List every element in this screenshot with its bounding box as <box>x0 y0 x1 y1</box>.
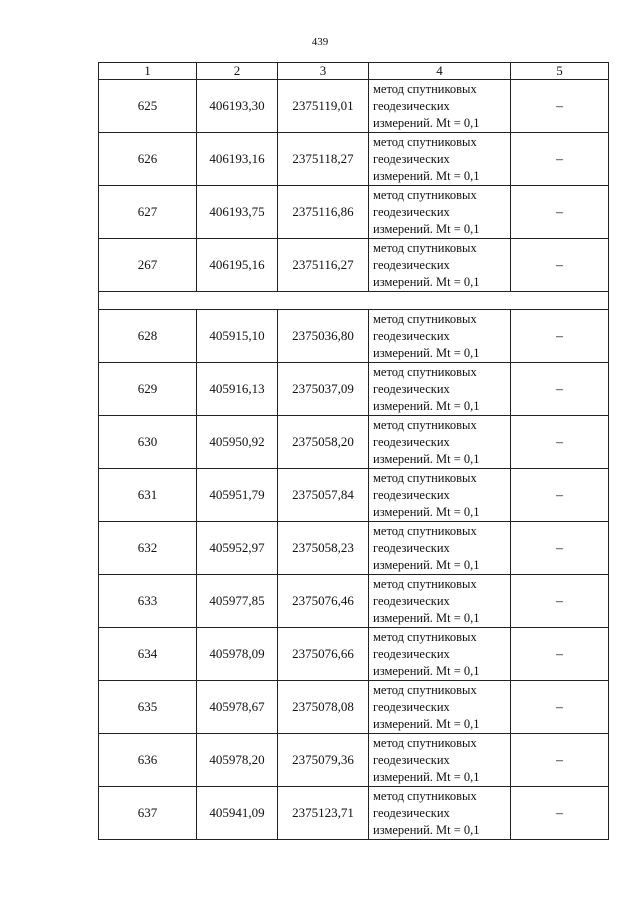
y-coordinate-cell: 2375058,23 <box>278 522 369 575</box>
y-coordinate-cell: 2375116,86 <box>278 186 369 239</box>
method-line: геодезических <box>373 646 450 661</box>
method-line: геодезических <box>373 752 450 767</box>
method-line: измерений. Mt = 0,1 <box>373 663 480 678</box>
header-cell-1: 1 <box>99 63 197 80</box>
group-separator-row <box>99 292 609 310</box>
method-line: геодезических <box>373 328 450 343</box>
note-cell <box>511 522 609 575</box>
method-cell <box>369 239 511 292</box>
note-dash: – <box>556 646 563 662</box>
method-cell <box>369 734 511 787</box>
note-cell <box>511 469 609 522</box>
point-number-cell: 633 <box>99 575 197 628</box>
method-line: метод спутниковых <box>373 470 477 485</box>
y-coordinate-cell: 2375036,80 <box>278 310 369 363</box>
y-coordinate-cell: 2375037,09 <box>278 363 369 416</box>
method-line: измерений. Mt = 0,1 <box>373 822 480 837</box>
table-row <box>99 186 609 239</box>
table-row <box>99 522 609 575</box>
method-line: измерений. Mt = 0,1 <box>373 168 480 183</box>
x-coordinate-cell: 406195,16 <box>197 239 278 292</box>
note-dash: – <box>556 151 563 167</box>
x-coordinate-cell: 406193,30 <box>197 80 278 133</box>
method-line: геодезических <box>373 98 450 113</box>
point-number-cell: 627 <box>99 186 197 239</box>
method-line: измерений. Mt = 0,1 <box>373 221 480 236</box>
method-line: метод спутниковых <box>373 364 477 379</box>
note-cell <box>511 628 609 681</box>
note-dash: – <box>556 257 563 273</box>
method-cell <box>369 681 511 734</box>
method-line: метод спутниковых <box>373 187 477 202</box>
table-row <box>99 416 609 469</box>
y-coordinate-cell: 2375058,20 <box>278 416 369 469</box>
method-line: измерений. Mt = 0,1 <box>373 115 480 130</box>
note-cell <box>511 80 609 133</box>
table-row <box>99 628 609 681</box>
note-cell <box>511 133 609 186</box>
method-line: метод спутниковых <box>373 81 477 96</box>
table-header-row <box>99 63 609 80</box>
method-line: измерений. Mt = 0,1 <box>373 716 480 731</box>
table-row <box>99 734 609 787</box>
note-dash: – <box>556 98 563 114</box>
point-number-cell: 626 <box>99 133 197 186</box>
x-coordinate-cell: 405978,09 <box>197 628 278 681</box>
method-line: измерений. Mt = 0,1 <box>373 345 480 360</box>
separator-cell <box>99 292 609 310</box>
x-coordinate-cell: 405915,10 <box>197 310 278 363</box>
point-number-cell: 629 <box>99 363 197 416</box>
method-line: метод спутниковых <box>373 240 477 255</box>
x-coordinate-cell: 405916,13 <box>197 363 278 416</box>
y-coordinate-cell: 2375119,01 <box>278 80 369 133</box>
note-cell <box>511 575 609 628</box>
method-line: метод спутниковых <box>373 134 477 149</box>
x-coordinate-cell: 405978,67 <box>197 681 278 734</box>
x-coordinate-cell: 405978,20 <box>197 734 278 787</box>
point-number-cell: 267 <box>99 239 197 292</box>
method-line: геодезических <box>373 487 450 502</box>
note-dash: – <box>556 752 563 768</box>
method-line: метод спутниковых <box>373 682 477 697</box>
x-coordinate-cell: 405952,97 <box>197 522 278 575</box>
table-row <box>99 80 609 133</box>
y-coordinate-cell: 2375079,36 <box>278 734 369 787</box>
table-row <box>99 681 609 734</box>
table-row <box>99 363 609 416</box>
note-cell <box>511 186 609 239</box>
note-dash: – <box>556 328 563 344</box>
table-row <box>99 310 609 363</box>
header-cell-2: 2 <box>197 63 278 80</box>
method-cell <box>369 186 511 239</box>
method-cell <box>369 469 511 522</box>
method-line: измерений. Mt = 0,1 <box>373 398 480 413</box>
note-cell <box>511 787 609 840</box>
point-number-cell: 632 <box>99 522 197 575</box>
y-coordinate-cell: 2375116,27 <box>278 239 369 292</box>
method-cell <box>369 133 511 186</box>
x-coordinate-cell: 405951,79 <box>197 469 278 522</box>
y-coordinate-cell: 2375123,71 <box>278 787 369 840</box>
note-cell <box>511 681 609 734</box>
method-line: геодезических <box>373 381 450 396</box>
table-row <box>99 787 609 840</box>
x-coordinate-cell: 406193,16 <box>197 133 278 186</box>
note-dash: – <box>556 487 563 503</box>
point-number-cell: 636 <box>99 734 197 787</box>
note-cell <box>511 310 609 363</box>
point-number-cell: 634 <box>99 628 197 681</box>
method-line: метод спутниковых <box>373 311 477 326</box>
y-coordinate-cell: 2375076,66 <box>278 628 369 681</box>
method-cell <box>369 628 511 681</box>
note-cell <box>511 239 609 292</box>
y-coordinate-cell: 2375057,84 <box>278 469 369 522</box>
note-dash: – <box>556 204 563 220</box>
method-line: измерений. Mt = 0,1 <box>373 274 480 289</box>
point-number-cell: 635 <box>99 681 197 734</box>
table-row <box>99 239 609 292</box>
method-line: измерений. Mt = 0,1 <box>373 504 480 519</box>
point-number-cell: 625 <box>99 80 197 133</box>
x-coordinate-cell: 406193,75 <box>197 186 278 239</box>
method-line: метод спутниковых <box>373 735 477 750</box>
x-coordinate-cell: 405950,92 <box>197 416 278 469</box>
method-cell <box>369 787 511 840</box>
point-number-cell: 628 <box>99 310 197 363</box>
y-coordinate-cell: 2375078,08 <box>278 681 369 734</box>
note-cell <box>511 416 609 469</box>
note-cell <box>511 734 609 787</box>
method-cell <box>369 575 511 628</box>
method-line: метод спутниковых <box>373 417 477 432</box>
method-line: измерений. Mt = 0,1 <box>373 451 480 466</box>
y-coordinate-cell: 2375076,46 <box>278 575 369 628</box>
note-cell <box>511 363 609 416</box>
method-cell <box>369 522 511 575</box>
point-number-cell: 631 <box>99 469 197 522</box>
method-line: геодезических <box>373 434 450 449</box>
method-cell <box>369 363 511 416</box>
table-row <box>99 469 609 522</box>
method-cell <box>369 80 511 133</box>
note-dash: – <box>556 805 563 821</box>
note-dash: – <box>556 540 563 556</box>
method-line: геодезических <box>373 699 450 714</box>
note-dash: – <box>556 699 563 715</box>
header-cell-4: 4 <box>369 63 511 80</box>
x-coordinate-cell: 405977,85 <box>197 575 278 628</box>
method-line: геодезических <box>373 593 450 608</box>
method-line: метод спутниковых <box>373 788 477 803</box>
page-number: 439 <box>311 36 329 48</box>
header-cell-5: 5 <box>511 63 609 80</box>
table-row <box>99 133 609 186</box>
method-line: измерений. Mt = 0,1 <box>373 769 480 784</box>
method-line: геодезических <box>373 204 450 219</box>
method-line: геодезических <box>373 257 450 272</box>
method-cell <box>369 310 511 363</box>
method-line: геодезических <box>373 805 450 820</box>
note-dash: – <box>556 381 563 397</box>
method-line: метод спутниковых <box>373 629 477 644</box>
note-dash: – <box>556 593 563 609</box>
coordinates-table <box>98 62 609 840</box>
point-number-cell: 637 <box>99 787 197 840</box>
point-number-cell: 630 <box>99 416 197 469</box>
table-row <box>99 575 609 628</box>
method-line: измерений. Mt = 0,1 <box>373 610 480 625</box>
x-coordinate-cell: 405941,09 <box>197 787 278 840</box>
method-line: геодезических <box>373 151 450 166</box>
method-line: метод спутниковых <box>373 576 477 591</box>
y-coordinate-cell: 2375118,27 <box>278 133 369 186</box>
header-cell-3: 3 <box>278 63 369 80</box>
note-dash: – <box>556 434 563 450</box>
method-line: измерений. Mt = 0,1 <box>373 557 480 572</box>
method-cell <box>369 416 511 469</box>
method-line: метод спутниковых <box>373 523 477 538</box>
method-line: геодезических <box>373 540 450 555</box>
